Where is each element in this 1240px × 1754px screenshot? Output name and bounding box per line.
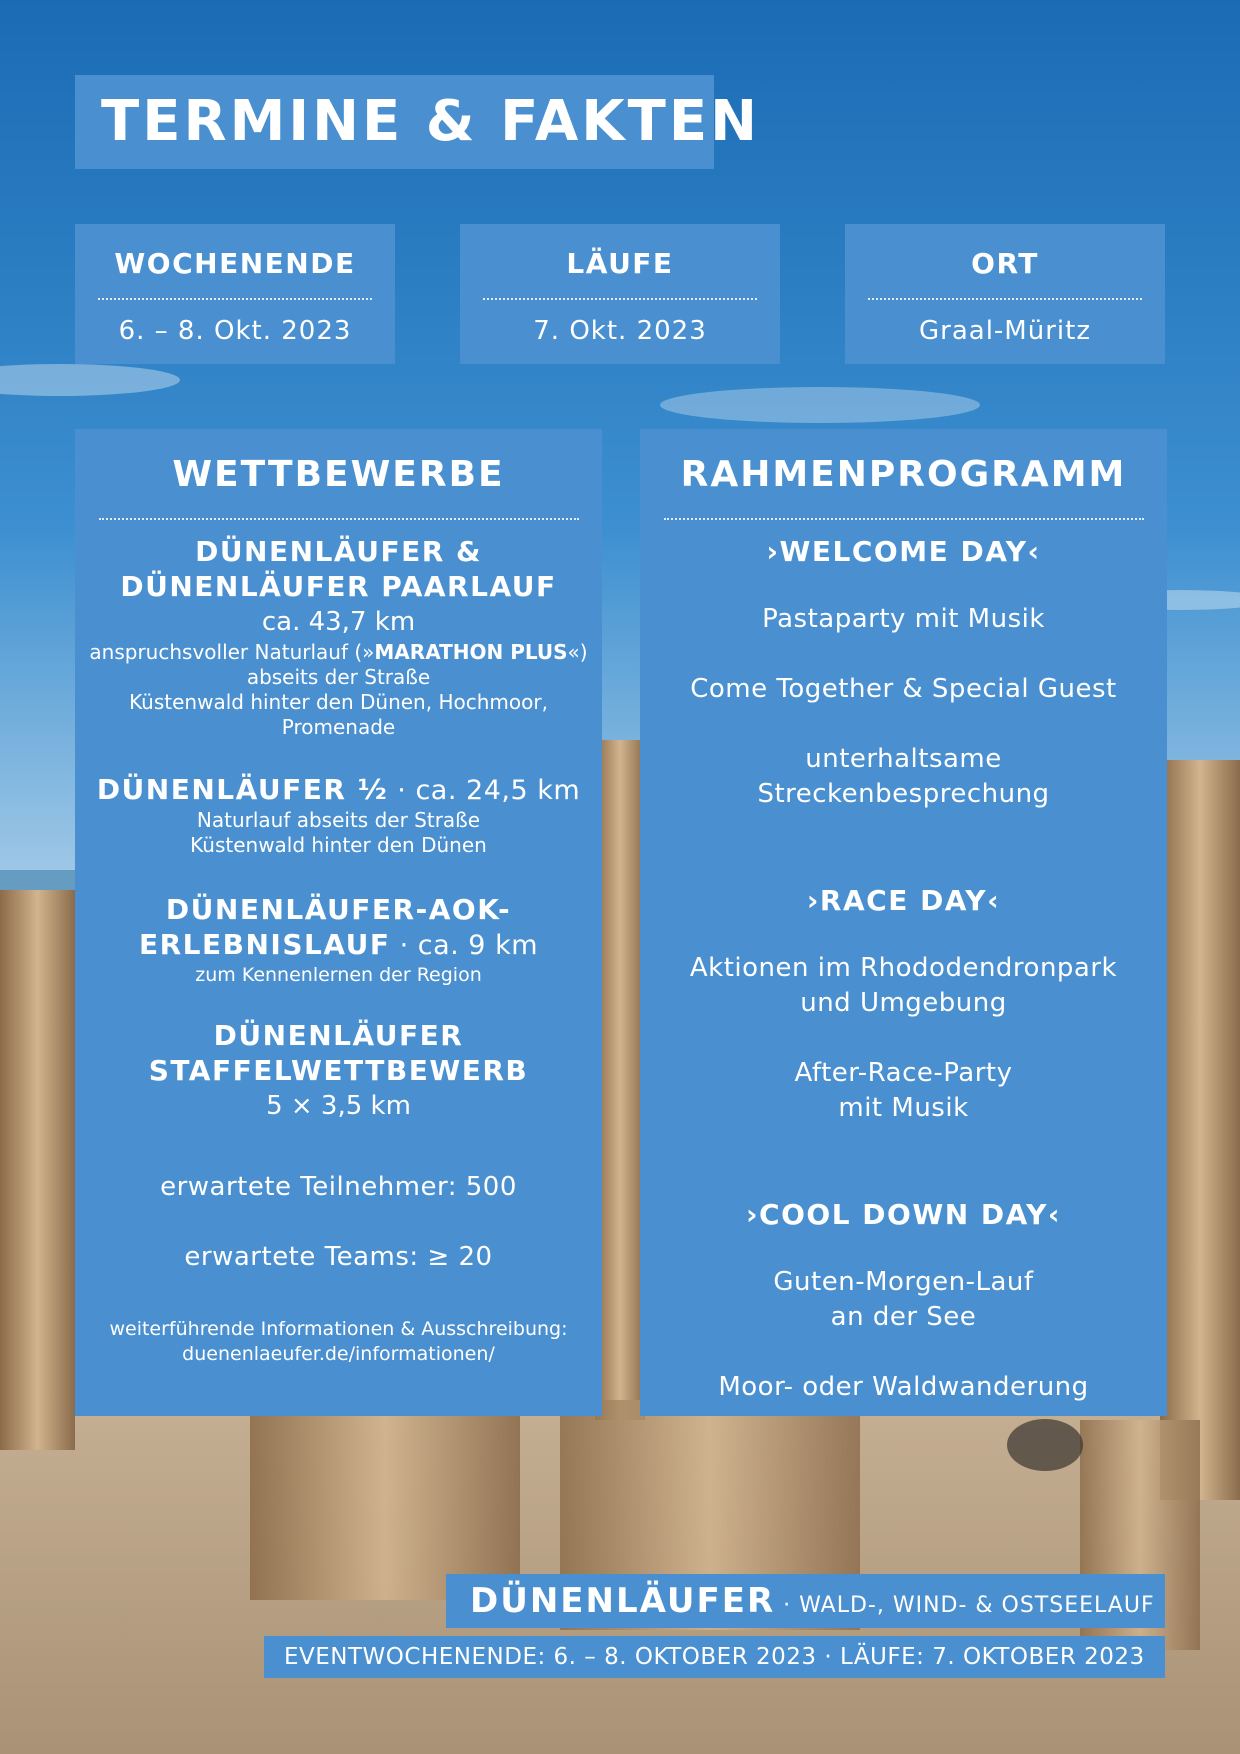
competition-description: Naturlauf abseits der Straße: [196, 808, 481, 832]
competition-distance: 5 × 3,5 km: [266, 1091, 411, 1121]
program-item: Pastaparty mit Musik: [762, 604, 1045, 634]
footer-dates-bar: EVENTWOCHENENDE: 6. – 8. OKTOBER 2023 · LÄUFE: 7. OKTOBER 2023: [264, 1636, 1165, 1678]
competition-description: Küstenwald hinter den Dünen: [190, 833, 487, 857]
expected-participants: erwartete Teilnehmer: 500: [160, 1172, 517, 1202]
brand-name: DÜNENLÄUFER: [470, 1581, 776, 1621]
fact-box-location: [845, 224, 1165, 364]
competition-description: abseits der Straße: [246, 665, 431, 689]
competitions-panel: [75, 429, 602, 1416]
panel-title: RAHMENPROGRAMM: [680, 454, 1127, 495]
program-item: Streckenbesprechung: [757, 779, 1050, 809]
program-item: Aktionen im Rhododendronpark: [689, 953, 1118, 983]
competition-description: Küstenwald hinter den Dünen, Hochmoor,: [129, 690, 548, 714]
brand-tagline: · WALD-, WIND- & OSTSEELAUF: [775, 1593, 1155, 1618]
competition-title: [75, 772, 602, 808]
dotted-divider: [98, 298, 372, 300]
competition-description: Promenade: [281, 715, 396, 739]
fact-value: 7. Okt. 2023: [533, 316, 707, 346]
dotted-divider: [868, 298, 1142, 300]
competition-title: DÜNENLÄUFER &: [195, 535, 482, 568]
dotted-divider: [483, 298, 757, 300]
description-text: anspruchsvoller Naturlauf (»: [89, 640, 375, 664]
program-item: Moor- oder Waldwanderung: [718, 1372, 1089, 1402]
competition-title: STAFFELWETTBEWERB: [148, 1054, 529, 1087]
race-day-heading: ›RACE DAY‹: [806, 884, 1001, 917]
info-text: weiterführende Informationen & Ausschreibung:: [109, 1318, 568, 1340]
cool-down-day-heading: ›COOL DOWN DAY‹: [746, 1198, 1061, 1231]
description-text: «): [567, 640, 588, 664]
fact-label: WOCHENENDE: [114, 247, 356, 280]
competition-title: DÜNENLÄUFER PAARLAUF: [120, 570, 557, 603]
program-item: Come Together & Special Guest: [690, 674, 1117, 704]
competition-marathon: [75, 534, 602, 740]
competition-relay: [75, 1018, 602, 1124]
competition-description: [75, 640, 602, 665]
competition-distance: ca. 43,7 km: [261, 607, 416, 637]
fact-value: 6. – 8. Okt. 2023: [118, 316, 352, 346]
fact-box-races: [460, 224, 780, 364]
competition-name: DÜNENLÄUFER ½: [96, 773, 389, 806]
expected-teams: erwartete Teams: ≥ 20: [184, 1242, 493, 1272]
competition-name: ERLEBNISLAUF: [138, 928, 391, 961]
page-title: TERMINE & FAKTEN: [75, 75, 714, 169]
competition-distance: · ca. 24,5 km: [388, 775, 581, 806]
dotted-divider: [664, 518, 1144, 520]
fact-label: ORT: [971, 247, 1039, 280]
program-item: unterhaltsame: [805, 744, 1002, 774]
competition-title: DÜNENLÄUFER: [213, 1019, 464, 1052]
competition-distance: · ca. 9 km: [390, 930, 539, 961]
panel-title: WETTBEWERBE: [172, 454, 505, 495]
competition-description: zum Kennenlernen der Region: [195, 964, 482, 986]
competition-title: [75, 927, 602, 963]
program-panel: [640, 429, 1167, 1416]
program-item: an der See: [830, 1302, 977, 1332]
dotted-divider: [99, 518, 579, 520]
program-item: After-Race-Party: [794, 1058, 1013, 1088]
program-item: und Umgebung: [800, 988, 1007, 1018]
fact-value: Graal-Müritz: [919, 316, 1091, 346]
program-item: mit Musik: [838, 1093, 969, 1123]
welcome-day-heading: ›WELCOME DAY‹: [766, 535, 1041, 568]
footer-brand-bar: [446, 1574, 1165, 1628]
competition-title: DÜNENLÄUFER-AOK-: [165, 893, 512, 926]
fact-box-weekend: [75, 224, 395, 364]
description-highlight: MARATHON PLUS: [374, 640, 568, 664]
program-item: Guten-Morgen-Lauf: [773, 1267, 1034, 1297]
competition-half: [75, 772, 602, 858]
competition-aok: [75, 892, 602, 988]
info-link[interactable]: duenenlaeufer.de/informationen/: [182, 1343, 495, 1365]
fact-label: LÄUFE: [566, 247, 674, 280]
